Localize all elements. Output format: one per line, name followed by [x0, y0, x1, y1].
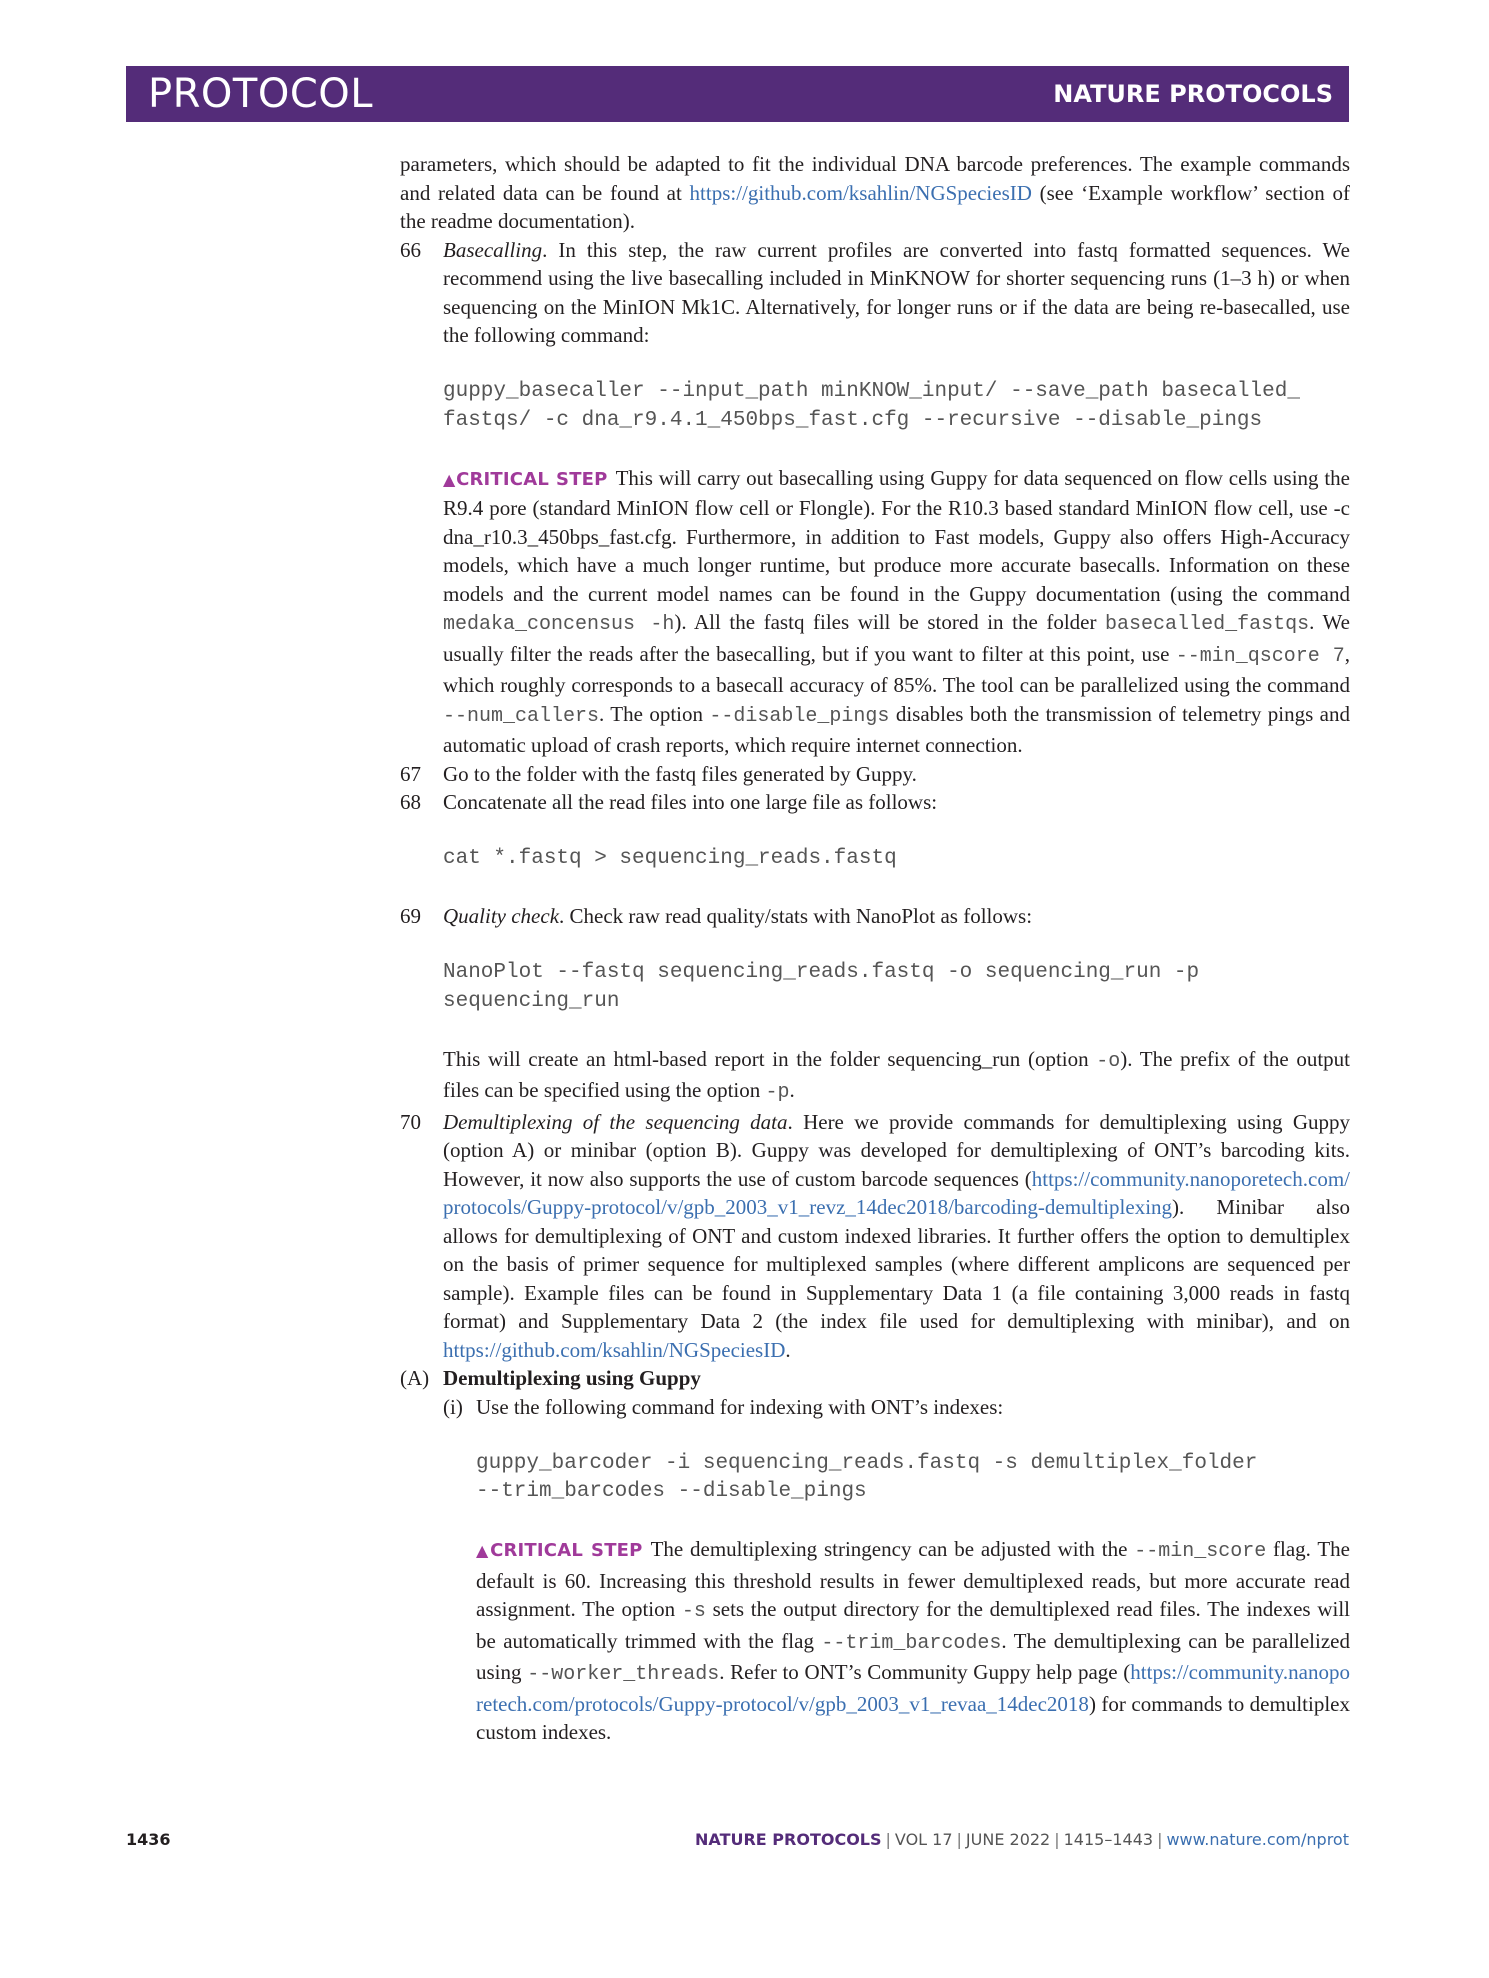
- step-number: 70: [400, 1109, 421, 1134]
- code-line: sequencing_run: [443, 989, 620, 1013]
- code-block-cat: cat *.fastq > sequencing_reads.fastq: [443, 847, 897, 870]
- step-69: [400, 902, 1350, 1108]
- page-footer: [126, 1828, 1349, 1852]
- page-number: 1436: [126, 1830, 171, 1849]
- step-68: [400, 788, 1350, 902]
- step-number: 66: [400, 237, 421, 262]
- step-66: [400, 236, 1350, 760]
- footer-url-link[interactable]: www.nature.com/nprot: [1166, 1830, 1349, 1849]
- critical-step-note: ▲CRITICAL STEP The demultiplexing stringency can be adjusted with the --min_score flag. The default is 60. Increasing this threshold results in fewer demultiplexed reads, but more accurate read assignment. The option -s sets the output directory for the demultiplexed read files. The indexes will be automatically trimmed with the flag --trim_barcodes. The demultiplexing can be parallelized using --worker_threads. Refer to ONT’s Community Guppy help page (https://community.nanoporetech.com/protocols/Guppy-protocol/v/gpb_2003_v1_revaa_14dec2018) for commands to demultiplex custom indexes.: [476, 1537, 1351, 1744]
- inline-code: -o: [1096, 1049, 1121, 1073]
- code-line: guppy_barcoder -i sequencing_reads.fastq -s demultiplex_folder: [476, 1451, 1258, 1475]
- warning-triangle-icon: ▲: [476, 1541, 491, 1560]
- substep-label: (i): [443, 1394, 463, 1419]
- step-title: Basecalling: [443, 237, 543, 262]
- code-block-basecaller: [443, 378, 1350, 435]
- journal-citation: NATURE PROTOCOLS | VOL 17 | JUNE 2022 | 1415–1443 | www.nature.com/nprot: [695, 1830, 1349, 1849]
- code-line: NanoPlot --fastq sequencing_reads.fastq -o sequencing_run -p: [443, 961, 1200, 984]
- code-line: fastqs/ -c dna_r9.4.1_450bps_fast.cfg --recursive --disable_pings: [443, 408, 1263, 432]
- journal-label: NATURE PROTOCOLS: [1053, 80, 1333, 108]
- inline-code: basecalled_fastqs: [1105, 613, 1310, 636]
- footer-date: JUNE 2022: [965, 1830, 1051, 1849]
- option-label: (A): [400, 1366, 430, 1390]
- step-number: 68: [400, 790, 421, 814]
- intro-text-end: (see ‘Example workflow’ section of the readme documentation).: [400, 180, 1350, 233]
- footer-pages: 1415–1443: [1063, 1830, 1154, 1849]
- step-title: Quality check: [443, 904, 560, 928]
- page-body: [400, 150, 1350, 1747]
- guppy-barcoding-link[interactable]: https://community.nanoporetech.com/protocols/Guppy-protocol/v/gpb_2003_v1_revz_14dec2018/barcoding-demultiplexing: [443, 1166, 1350, 1219]
- step-67: [400, 760, 1350, 789]
- intro-text: parameters, which should be adapted to fit the individual DNA barcode preferences. The example commands and related data can be found at: [400, 152, 1350, 205]
- inline-code: -s: [681, 1600, 706, 1623]
- inline-code: --worker_threads: [527, 1663, 720, 1686]
- code-block-nanoplot: [443, 959, 1350, 1016]
- inline-code: --trim_barcodes: [821, 1631, 1002, 1655]
- inline-code: -p: [765, 1081, 790, 1104]
- inline-code: --num_callers: [443, 704, 600, 728]
- github-link[interactable]: https://github.com/ksahlin/NGSpeciesID: [443, 1337, 786, 1362]
- header-bar: [126, 66, 1349, 122]
- github-link[interactable]: https://github.com/ksahlin/NGSpeciesID: [689, 180, 1032, 205]
- step-70: 70 Demultiplexing of the sequencing data. Here we provide commands for demultiplexing using Guppy (option A) or minibar (option B). Guppy was developed for demultiplexing of ONT’s barcoding kits. However, it now also supports the use of custom barcode sequences (https://community.nanoporetech.com/protocols/Guppy-protocol/v/gpb_2003_v1_revz_14dec2018/barcoding-demultiplexing). Minibar also allows for demultiplexing of ONT and custom indexed libraries. It further offers the option to demultiplex on the basis of primer sequence for multiplexed samples (where different amplicons are sequenced per sample). Example files can be found in Supplementary Data 1 (a file containing 3,000 reads in fastq format) and Supplementary Data 2 (the index file used for demultiplexing with minibar), and on https://github.com/ksahlin/NGSpeciesID.: [400, 1109, 1350, 1362]
- inline-code: --disable_pings: [709, 704, 890, 728]
- step-number: 67: [400, 761, 421, 786]
- warning-triangle-icon: ▲: [443, 469, 457, 489]
- option-a: [400, 1364, 1350, 1393]
- option-a-step-i: [400, 1393, 1350, 1747]
- substep-text: Use the following command for indexing with ONT’s indexes:: [476, 1394, 1004, 1419]
- guppy-help-link[interactable]: https://community.nanoporetech.com/protocols/Guppy-protocol/v/gpb_2003_v1_revaa_14dec2018: [476, 1660, 1350, 1716]
- step-text: Go to the folder with the fastq files generated by Guppy.: [443, 761, 917, 786]
- inline-code: --min_score: [1134, 1540, 1267, 1563]
- step-title: Demultiplexing of the sequencing data: [443, 1109, 788, 1134]
- option-title: Demultiplexing using Guppy: [443, 1366, 701, 1390]
- step-text: Concatenate all the read files into one large file as follows:: [443, 790, 938, 814]
- code-block-barcoder: [476, 1450, 1350, 1507]
- critical-step-label: ▲CRITICAL STEP: [476, 1540, 643, 1561]
- step-text: . In this step, the raw current profiles are converted into fastq formatted sequences. We recommend using the live basecalling included in MinKNOW for shorter sequencing runs (1–3 h) or when sequencing on the MinION Mk1C. Alternatively, for longer runs or if the data are being re-basecalled, use the following command:: [443, 237, 1350, 347]
- nanoplot-note: This will create an html-based report in the folder sequencing_run (option -o). The prefix of the output files can be specified using the option -p.: [443, 1046, 1350, 1104]
- footer-journal: NATURE PROTOCOLS: [695, 1830, 882, 1849]
- footer-volume: VOL 17: [894, 1830, 953, 1849]
- section-label: PROTOCOL: [148, 71, 374, 117]
- intro-paragraph: [400, 150, 1350, 236]
- step-text: . Check raw read quality/stats with NanoPlot as follows:: [559, 904, 1033, 928]
- inline-code: medaka_concensus -h: [443, 613, 675, 636]
- code-line: guppy_basecaller --input_path minKNOW_input/ --save_path basecalled_: [443, 380, 1300, 403]
- critical-step-note: ▲CRITICAL STEP This will carry out basecalling using Guppy for data sequenced on flow cells using the R9.4 pore (standard MinION flow cell or Flongle). For the R10.3 based standard MinION flow cell, use -c dna_r10.3_450bps_fast.cfg. Furthermore, in addition to Fast models, Guppy also offers High-Accuracy models, which have a much longer runtime, but produce more accurate basecalls. Information on these models and the current model names can be found in the Guppy documentation (using the command medaka_concensus -h). All the fastq files will be stored in the folder basecalled_fastqs. We usually filter the reads after the basecalling, but if you want to filter at this point, use --min_qscore 7, which roughly corresponds to a basecall accuracy of 85%. The tool can be parallelized using the command --num_callers. The option --disable_pings disables both the transmission of telemetry pings and automatic upload of crash reports, which require internet connection.: [443, 465, 1350, 757]
- critical-step-label: ▲CRITICAL STEP: [443, 468, 608, 490]
- inline-code: --min_qscore 7: [1175, 644, 1345, 668]
- code-line: --trim_barcodes --disable_pings: [476, 1480, 867, 1503]
- step-number: 69: [400, 904, 421, 928]
